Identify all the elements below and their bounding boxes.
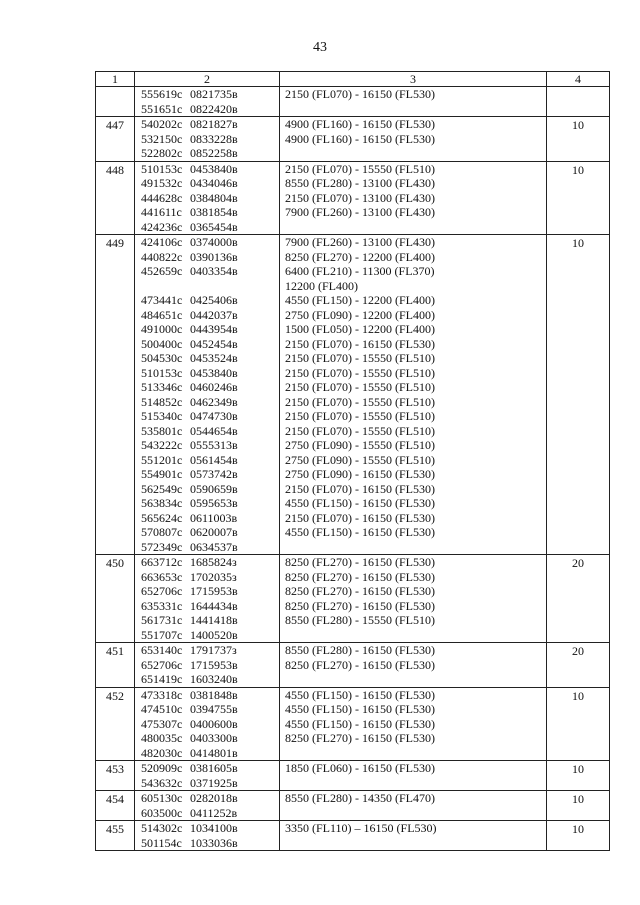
altitude-range: 2150 (FL070) - 15550 (FL510) (285, 365, 435, 380)
longitude: 0365454в (190, 219, 238, 234)
latitude: 535801с (141, 423, 183, 438)
longitude: 0414801в (190, 745, 238, 760)
latitude: 501154с (141, 835, 182, 850)
column-4-value: 10 (547, 821, 610, 851)
table-row (96, 761, 610, 791)
coordinate-pair (141, 117, 279, 132)
latitude: 663653с (141, 569, 183, 584)
altitude-range: 8250 (FL270) - 16150 (FL530) (285, 555, 435, 569)
coordinate-pair (141, 702, 279, 717)
latitude: 565624с (141, 510, 183, 525)
altitude-range: 2150 (FL070) - 16150 (FL530) (285, 336, 435, 351)
coordinate-pair (141, 250, 279, 265)
longitude: 0561454в (190, 452, 238, 467)
coordinate-pair (141, 731, 279, 746)
table-row (96, 643, 610, 688)
latitude: 424236с (141, 219, 183, 234)
column-4-value: 10 (547, 761, 610, 791)
coordinate-pair (141, 102, 279, 117)
latitude: 543222с (141, 438, 183, 452)
latitude: 562549с (141, 481, 183, 496)
latitude: 570807с (141, 525, 183, 539)
longitude: 1715953в (190, 657, 238, 672)
column-4-value: 10 (547, 791, 610, 821)
altitude-range: 2150 (FL070) - 15550 (FL510) (285, 351, 435, 365)
altitude-ranges-cell (280, 161, 547, 235)
longitude: 0381605в (190, 761, 238, 775)
coordinate-pair (141, 806, 279, 821)
altitude-range: 2150 (FL070) - 16150 (FL530) (285, 481, 435, 496)
coordinates-cell (135, 643, 280, 688)
zone-number: 455 (96, 821, 135, 851)
altitude-range: 2150 (FL070) - 15550 (FL510) (285, 380, 435, 394)
altitude-range: 12200 (FL400) (285, 278, 358, 293)
latitude: 520909с (141, 761, 183, 775)
zone-number: 452 (96, 687, 135, 761)
longitude: 0833228в (190, 131, 238, 146)
longitude: 1400520в (190, 627, 238, 642)
longitude: 1441418в (190, 613, 238, 627)
altitude-range: 7900 (FL260) - 13100 (FL430) (285, 235, 435, 249)
coordinate-pair (141, 351, 279, 366)
column-header-1: 1 (96, 72, 135, 87)
longitude: 0452454в (190, 336, 238, 351)
altitude-range: 4550 (FL150) - 16150 (FL530) (285, 702, 435, 716)
column-header-2: 2 (135, 72, 280, 87)
table-row (96, 235, 610, 555)
coordinate-pair (141, 599, 279, 614)
airspace-table (95, 71, 610, 851)
longitude: 0374000в (190, 235, 238, 249)
altitude-range: 8550 (FL280) - 13100 (FL430) (285, 176, 435, 190)
longitude: 0821827в (190, 117, 238, 131)
latitude: 563834с (141, 496, 183, 510)
longitude: 0453840в (190, 365, 238, 380)
latitude: 514852с (141, 394, 183, 409)
altitude-range: 2150 (FL070) - 15550 (FL510) (285, 409, 435, 423)
latitude: 482030с (141, 745, 183, 760)
longitude: 1791737з (190, 643, 237, 657)
coordinate-pair (141, 205, 279, 220)
coordinate-pair (141, 511, 279, 526)
table-row (96, 687, 610, 761)
coordinates-cell (135, 117, 280, 162)
coordinate-pair (141, 146, 279, 161)
latitude: 475307с (141, 716, 183, 731)
latitude: 554901с (141, 467, 183, 481)
longitude: 1033036в (190, 835, 238, 850)
coordinates-cell (135, 791, 280, 821)
latitude: 514302с (141, 821, 183, 835)
coordinates-cell (135, 687, 280, 761)
longitude: 0595653в (190, 496, 238, 510)
altitude-range: 4550 (FL150) - 12200 (FL400) (285, 293, 435, 307)
altitude-range: 2750 (FL090) - 15550 (FL510) (285, 438, 435, 452)
latitude: 473318с (141, 687, 183, 702)
altitude-ranges-cell (280, 761, 547, 791)
latitude: 561731с (141, 613, 183, 627)
coordinate-pair (141, 453, 279, 468)
altitude-ranges-cell (280, 821, 547, 851)
longitude: 0442037в (190, 307, 238, 322)
longitude: 0394755в (190, 702, 238, 716)
column-4-value: 10 (547, 117, 610, 162)
coordinate-pair (141, 308, 279, 323)
coordinate-pair (141, 482, 279, 497)
altitude-range: 8550 (FL280) - 15550 (FL510) (285, 613, 435, 627)
altitude-ranges-cell (280, 687, 547, 761)
coordinate-pair (141, 776, 279, 791)
longitude: 0555313в (190, 438, 238, 452)
longitude: 0381854в (190, 205, 238, 219)
zone-number: 447 (96, 117, 135, 162)
coordinates-cell (135, 821, 280, 851)
altitude-range: 2150 (FL070) - 15550 (FL510) (285, 161, 435, 176)
column-header-3: 3 (280, 72, 547, 87)
latitude: 484651с (141, 307, 183, 322)
coordinate-pair (141, 688, 279, 703)
longitude: 0403354в (190, 264, 238, 278)
coordinate-pair (141, 555, 279, 570)
altitude-range: 8250 (FL270) - 16150 (FL530) (285, 731, 435, 745)
altitude-range: 8250 (FL270) - 16150 (FL530) (285, 598, 435, 613)
altitude-range: 4550 (FL150) - 16150 (FL530) (285, 716, 435, 731)
table-row (96, 555, 610, 643)
latitude: 510153с (141, 365, 183, 380)
coordinate-pair (141, 409, 279, 424)
longitude: 0544654в (190, 423, 238, 438)
altitude-range: 2750 (FL090) - 15550 (FL510) (285, 452, 435, 467)
longitude: 1702035з (190, 569, 237, 584)
coordinates-cell (135, 87, 280, 117)
longitude: 0462349в (190, 394, 238, 409)
longitude: 0371925в (190, 775, 238, 790)
coordinate-pair (141, 467, 279, 482)
altitude-ranges-cell (280, 555, 547, 643)
altitude-range: 8250 (FL270) - 16150 (FL530) (285, 584, 435, 598)
column-4-value (547, 87, 610, 117)
coordinate-pair (141, 761, 279, 776)
latitude: 504530с (141, 351, 183, 365)
table-row (96, 87, 610, 117)
longitude: 0590659в (190, 481, 238, 496)
latitude: 441611с (141, 205, 182, 219)
coordinates-cell (135, 235, 280, 555)
altitude-range: 8550 (FL280) - 14350 (FL470) (285, 791, 435, 805)
table-header-row (96, 72, 610, 87)
latitude: 444628с (141, 190, 183, 205)
altitude-ranges-cell (280, 791, 547, 821)
table-row (96, 791, 610, 821)
coordinate-pair (141, 220, 279, 235)
coordinate-pair (141, 584, 279, 599)
column-header-4: 4 (547, 72, 610, 87)
coordinate-pair (141, 366, 279, 381)
coordinates-cell (135, 761, 280, 791)
longitude: 1715953в (190, 584, 238, 598)
altitude-range: 2150 (FL070) - 16150 (FL530) (285, 87, 435, 101)
coordinate-pair (141, 380, 279, 395)
altitude-range: 4550 (FL150) - 16150 (FL530) (285, 496, 435, 510)
zone-number: 449 (96, 235, 135, 555)
coordinate-pair (141, 438, 279, 453)
latitude: 603500с (141, 805, 183, 820)
column-4-value: 10 (547, 235, 610, 555)
longitude: 0390136в (190, 249, 238, 264)
latitude: 551201с (141, 452, 183, 467)
altitude-range: 2150 (FL070) - 15550 (FL510) (285, 394, 435, 409)
coordinate-pair (141, 235, 279, 250)
coordinates-cell (135, 161, 280, 235)
latitude: 572349с (141, 539, 183, 554)
longitude: 0460246в (190, 380, 238, 394)
altitude-ranges-cell (280, 235, 547, 555)
longitude: 0381848в (190, 687, 238, 702)
coordinate-pair (141, 821, 279, 836)
latitude: 651419с (141, 672, 183, 686)
coordinate-pair (141, 496, 279, 511)
coordinate-pair (141, 570, 279, 585)
latitude: 452659с (141, 264, 183, 278)
latitude: 474510с (141, 702, 183, 716)
column-4-value: 10 (547, 687, 610, 761)
zone-number (96, 87, 135, 117)
coordinate-pair (141, 293, 279, 308)
latitude: 510153с (141, 161, 183, 176)
latitude: 491000с (141, 322, 183, 336)
coordinate-pair (141, 191, 279, 206)
longitude: 0425406в (190, 293, 238, 307)
coordinate-pair (141, 717, 279, 732)
longitude: 1603240в (190, 672, 238, 686)
coordinate-pair (141, 836, 279, 851)
altitude-range: 1500 (FL050) - 12200 (FL400) (285, 322, 435, 336)
coordinate-pair (141, 525, 279, 540)
altitude-ranges-cell (280, 643, 547, 688)
latitude: 540202с (141, 117, 183, 131)
coordinate-pair (141, 162, 279, 177)
longitude: 0822420в (190, 101, 238, 116)
longitude: 0403300в (190, 731, 238, 745)
coordinate-pair (141, 746, 279, 761)
altitude-range: 6400 (FL210) - 11300 (FL370) (285, 264, 435, 278)
latitude: 555619с (141, 87, 183, 101)
table-row (96, 821, 610, 851)
latitude: 551651с (141, 101, 183, 116)
latitude: 551707с (141, 627, 183, 642)
page-number: 43 (313, 40, 327, 55)
coordinate-pair (141, 322, 279, 337)
latitude: 663712с (141, 555, 183, 569)
longitude: 0821735в (190, 87, 238, 101)
coordinate-pair (141, 264, 279, 279)
latitude: 491532с (141, 176, 183, 190)
coordinate-pair (141, 540, 279, 555)
longitude: 0411252в (190, 805, 238, 820)
altitude-range: 2750 (FL090) - 12200 (FL400) (285, 307, 435, 322)
longitude: 0634537в (190, 539, 238, 554)
column-4-value: 10 (547, 161, 610, 235)
longitude: 1644434в (190, 598, 238, 613)
latitude: 500400с (141, 336, 183, 351)
latitude: 515340с (141, 409, 183, 423)
coordinate-pair (141, 791, 279, 806)
longitude: 1034100в (190, 821, 238, 835)
table-row (96, 161, 610, 235)
coordinate-pair (141, 672, 279, 687)
latitude: 635331с (141, 598, 183, 613)
altitude-range: 8250 (FL270) - 16150 (FL530) (285, 657, 435, 672)
latitude: 440822с (141, 249, 183, 264)
longitude: 0620007в (190, 525, 238, 539)
longitude: 0453524в (190, 351, 238, 365)
coordinate-pair (141, 87, 279, 102)
latitude: 513346с (141, 380, 183, 394)
latitude: 653140с (141, 643, 183, 657)
altitude-range: 8250 (FL270) - 16150 (FL530) (285, 569, 435, 584)
latitude: 522802с (141, 146, 183, 160)
altitude-range: 2750 (FL090) - 16150 (FL530) (285, 467, 435, 481)
altitude-range: 8250 (FL270) - 12200 (FL400) (285, 249, 435, 264)
longitude: 0453840в (190, 161, 238, 176)
coordinate-pair (141, 337, 279, 352)
longitude: 0434046в (190, 176, 238, 190)
longitude: 0400600в (190, 716, 238, 731)
latitude: 532150с (141, 131, 183, 146)
table-body (96, 87, 610, 851)
coordinate-pair (141, 132, 279, 147)
coordinate-pair (141, 643, 279, 658)
latitude: 605130с (141, 791, 183, 805)
coordinate-pair (141, 176, 279, 191)
coordinate-pair (141, 628, 279, 643)
altitude-ranges-cell (280, 87, 547, 117)
column-4-value: 20 (547, 555, 610, 643)
longitude: 0573742в (190, 467, 238, 481)
latitude: 480035с (141, 731, 183, 745)
altitude-range: 4900 (FL160) - 16150 (FL530) (285, 131, 435, 146)
zone-number: 453 (96, 761, 135, 791)
coordinate-pair (141, 395, 279, 410)
altitude-range: 8550 (FL280) - 16150 (FL530) (285, 643, 435, 657)
longitude: 1685824з (190, 555, 237, 569)
coordinate-pair (141, 424, 279, 439)
altitude-range: 2150 (FL070) - 15550 (FL510) (285, 423, 435, 438)
table-row (96, 117, 610, 162)
longitude: 0852258в (190, 146, 238, 160)
latitude: 543632с (141, 775, 183, 790)
column-4-value: 20 (547, 643, 610, 688)
altitude-range: 3350 (FL110) – 16150 (FL530) (285, 821, 437, 835)
zone-number: 450 (96, 555, 135, 643)
latitude: 424106с (141, 235, 183, 249)
zone-number: 451 (96, 643, 135, 688)
altitude-range: 4550 (FL150) - 16150 (FL530) (285, 687, 435, 702)
coordinate-pair (141, 658, 279, 673)
longitude: 0282018в (190, 791, 238, 805)
altitude-range: 7900 (FL260) - 13100 (FL430) (285, 205, 435, 219)
altitude-range: 2150 (FL070) - 13100 (FL430) (285, 190, 435, 205)
coordinate-pair (141, 279, 279, 294)
altitude-range: 4550 (FL150) - 16150 (FL530) (285, 525, 435, 539)
latitude: 473441с (141, 293, 183, 307)
latitude: 652706с (141, 584, 183, 598)
zone-number: 454 (96, 791, 135, 821)
longitude: 0384804в (190, 190, 238, 205)
longitude: 0474730в (190, 409, 238, 423)
zone-number: 448 (96, 161, 135, 235)
coordinates-cell (135, 555, 280, 643)
altitude-range: 1850 (FL060) - 16150 (FL530) (285, 761, 435, 775)
coordinate-pair (141, 613, 279, 628)
altitude-ranges-cell (280, 117, 547, 162)
latitude: 652706с (141, 657, 183, 672)
longitude: 0611003в (190, 510, 238, 525)
longitude: 0443954в (190, 322, 238, 336)
altitude-range: 4900 (FL160) - 16150 (FL530) (285, 117, 435, 131)
altitude-range: 2150 (FL070) - 16150 (FL530) (285, 510, 435, 525)
